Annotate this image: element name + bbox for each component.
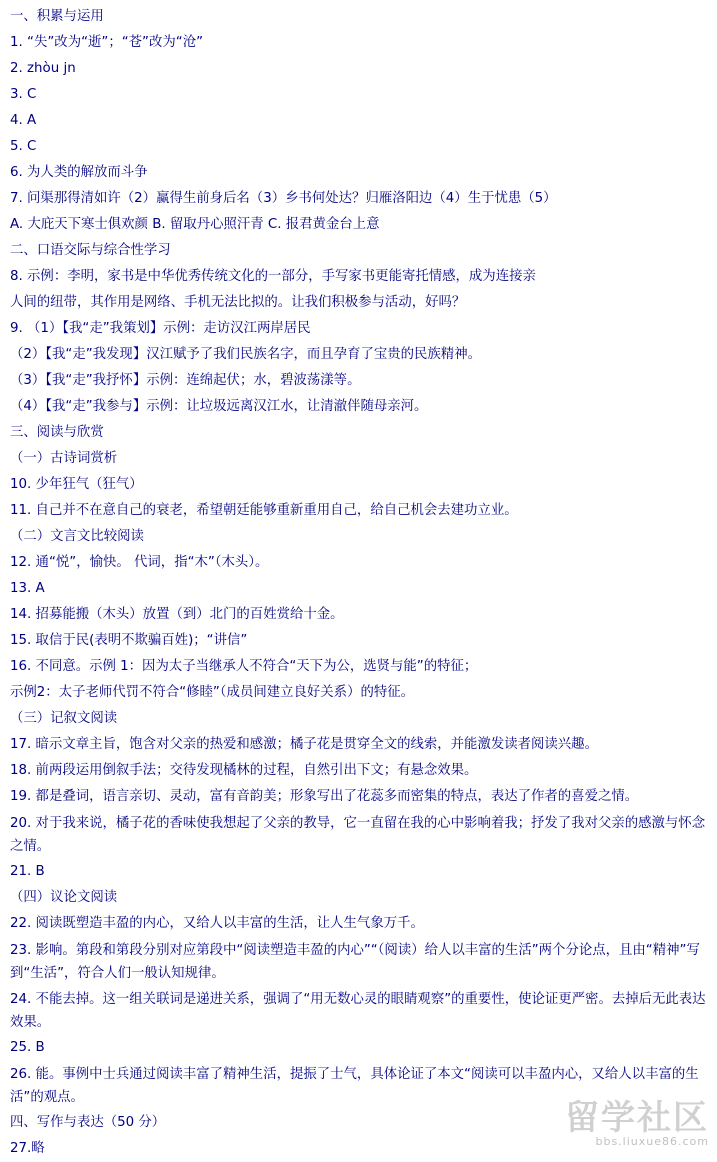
text-line: 24. 不能去掉。这一组关联词是递进关系，强调了“用无数心灵的眼睛观察”的重要性，使论证更严密。去掉后无此表达效果。 [10,992,706,1030]
text-line: 二、口语交际与综合性学习 [10,243,171,258]
watermark-logo: 留学社区 [565,1098,709,1138]
text-line: 3. C [10,87,37,102]
text-line: 19. 都是叠词，语言亲切、灵动，富有音韵美；形象写出了花蕊多而密集的特点，表达了作者的喜爱之情。 [10,789,639,804]
text-line: 10. 少年狂气（狂气） [10,477,143,492]
text-line: 18. 前两段运用倒叙手法；交待发现橘林的过程，自然引出下文；有悬念效果。 [10,763,478,778]
text-line: 四、写作与表达（50 分） [10,1115,166,1130]
text-line: 人间的纽带，其作用是网络、手机无法比拟的。让我们积极参与活动，好吗？ [10,295,466,310]
text-line: 9. （1）【我“走”我策划】示例：走访汉江两岸居民 [10,321,311,336]
text-line: 三、阅读与欣赏 [10,425,104,440]
text-line: （2）【我“走”我发现】汉江赋予了我们民族名字，而且孕育了宝贵的民族精神。 [10,347,481,362]
text-line: （二）文言文比较阅读 [10,529,144,544]
text-line: 15. 取信于民(表明不欺骗百姓)；“讲信” [10,633,248,648]
text-line: 2. zhòu jn [10,61,76,76]
text-line: （4）【我“走”我参与】示例：让垃圾远离汉江水，让清澈伴随母亲河。 [10,399,428,414]
text-line: 17. 暗示文章主旨，饱含对父亲的热爱和感激；橘子花是贯穿全文的线索，并能激发读者阅读兴趣。 [10,737,598,752]
watermark [549,1100,709,1152]
text-line: 5. C [10,139,37,154]
text-line: （四）议论文阅读 [10,890,118,905]
text-line: （3）【我“走”我抒怀】示例：连绵起伏；水，碧波荡漾等。 [10,373,361,388]
text-line: 8. 示例：李明，家书是中华优秀传统文化的一部分，手写家书更能寄托情感，成为连接亲 [10,269,536,284]
text-line: 26. 能。事例中士兵通过阅读丰富了精神生活，提振了士气，具体论证了本文“阅读可以丰盈内心，又给人以丰富的生活”的观点。 [10,1067,699,1105]
answer-document [10,4,710,1162]
text-line: 13. A [10,581,45,596]
text-line: 6. 为人类的解放而斗争 [10,165,148,180]
text-line: 21. B [10,864,45,879]
text-line: 20. 对于我来说，橘子花的香味使我想起了父亲的教导，它一直留在我的心中影响着我；抒发了我对父亲的感激与怀念之情。 [10,816,706,854]
text-line: A. 大庇天下寒士俱欢颜 B. 留取丹心照汗青 C. 报君黄金台上意 [10,217,380,232]
text-line: 4. A [10,113,37,128]
text-line: 一、积累与运用 [10,9,104,24]
text-line: 11. 自己并不在意自己的衰老，希望朝廷能够重新重用自己，给自己机会去建功立业。 [10,503,518,518]
text-line: 27.略 [10,1141,45,1156]
text-line: （一）古诗词赏析 [10,451,118,466]
text-line: 7. 问渠那得清如许（2）赢得生前身后名（3）乡书何处达？归雁洛阳边（4）生于忧患（5） [10,191,557,206]
text-line: （三）记叙文阅读 [10,711,118,726]
text-line: 1. “失”改为“逝”；“苍”改为“沧” [10,35,204,50]
text-line: 16. 不同意。示例 1：因为太子当继承人不符合“天下为公，选贤与能”的特征； [10,659,478,674]
text-line: 22. 阅读既塑造丰盈的内心，又给人以丰富的生活，让人生气象万千。 [10,916,424,931]
text-line: 12. 通“悦”，愉快。 代词，指“木”（木头）。 [10,555,269,570]
text-line: 14. 招募能搬（木头）放置（到）北门的百姓赏给十金。 [10,607,344,622]
watermark-url: bbs.liuxue86.com [595,1135,709,1148]
text-line: 25. B [10,1040,45,1055]
text-line: 示例2：太子老师代罚不符合“修睦”（成员间建立良好关系）的特征。 [10,685,415,700]
text-line: 23. 影响。第段和第段分别对应第段中“阅读塑造丰盈的内心”“（阅读）给人以丰富的生活”两个分论点，且由“精神”写到“生活”，符合人们一般认知规律。 [10,943,700,981]
